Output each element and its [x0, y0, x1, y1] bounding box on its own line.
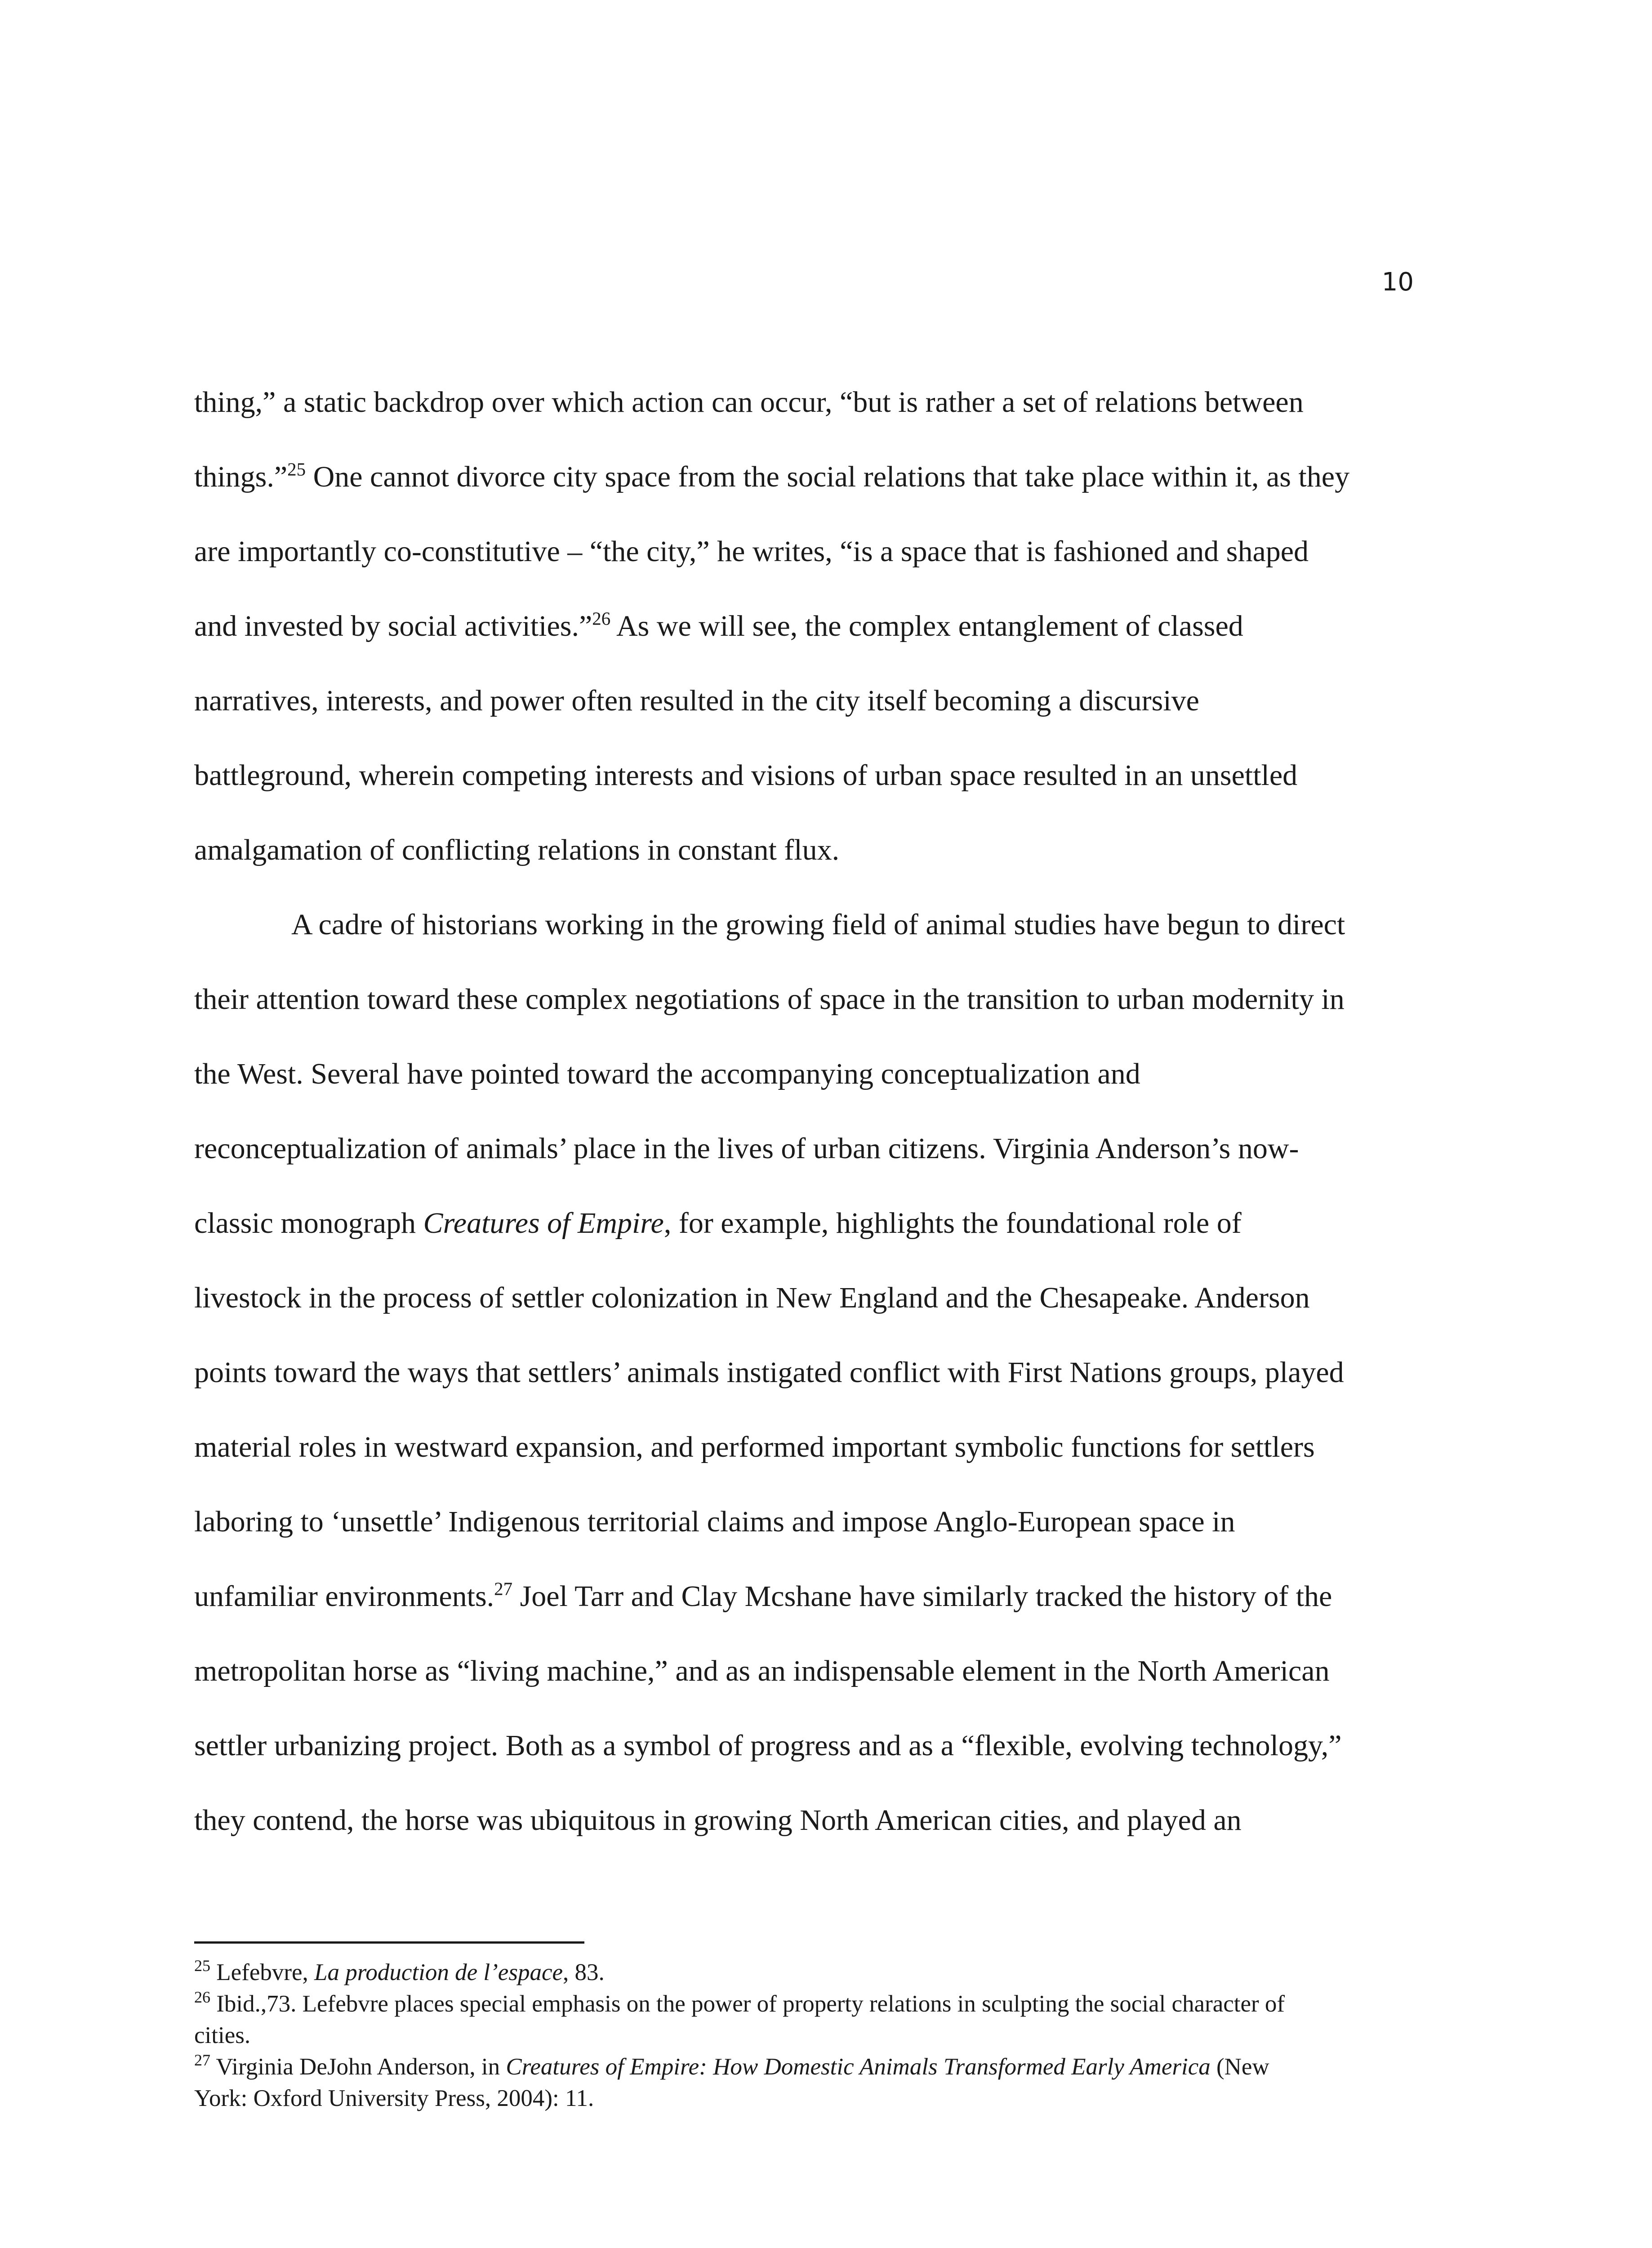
body-line — [194, 738, 1453, 813]
footnote-line — [194, 2020, 1453, 2051]
body-line — [194, 1410, 1453, 1485]
footnote-number: 26 — [194, 1988, 211, 2007]
footnote-number: 25 — [194, 1957, 211, 1975]
text-run: cities. — [194, 2022, 251, 2048]
text-run: they contend, the horse was ubiquitous in growing North American cities, and played an — [194, 1804, 1242, 1837]
text-run: Joel Tarr and Clay Mcshane have similarly tracked the history of the — [512, 1580, 1332, 1613]
body-text — [194, 365, 1453, 1858]
footnote-25 — [194, 1957, 1453, 1988]
body-line — [194, 813, 1453, 888]
body-line — [194, 1708, 1453, 1783]
footnotes — [194, 1957, 1453, 2114]
body-line — [194, 589, 1453, 664]
body-line-indented — [194, 888, 1453, 962]
body-line — [194, 1261, 1453, 1335]
footnote-number: 27 — [194, 2051, 211, 2070]
body-line — [194, 1485, 1453, 1559]
book-title: Creatures of Empire — [423, 1207, 664, 1240]
text-run: points toward the ways that settlers’ animals instigated conflict with First Nations groups, played — [194, 1356, 1344, 1389]
body-line — [194, 1783, 1453, 1858]
text-run: and invested by social activities.” — [194, 610, 592, 642]
text-run: metropolitan horse as “living machine,” and as an indispensable element in the North American — [194, 1655, 1330, 1687]
footnote-line — [194, 2083, 1453, 2114]
body-line — [194, 1111, 1453, 1186]
text-run: unfamiliar environments. — [194, 1580, 494, 1613]
body-line — [194, 514, 1453, 589]
book-title: Creatures of Empire: How Domestic Animals Transformed Early America — [506, 2054, 1211, 2080]
text-run: material roles in westward expansion, and performed important symbolic functions for settlers — [194, 1431, 1315, 1463]
footnote-ref-26[interactable]: 26 — [592, 608, 611, 629]
text-run: reconceptualization of animals’ place in the lives of urban citizens. Virginia Anderson’s now- — [194, 1132, 1299, 1165]
book-title: La production de l’espace — [314, 1959, 563, 1985]
footnote-line — [194, 1988, 1453, 2020]
text-run: the West. Several have pointed toward the accompanying conceptualization and — [194, 1057, 1140, 1090]
text-run: laboring to ‘unsettle’ Indigenous territorial claims and impose Anglo-European space in — [194, 1505, 1235, 1538]
text-run: As we will see, the complex entanglement of classed — [610, 610, 1243, 642]
text-run: Lefebvre, — [210, 1959, 315, 1985]
body-line — [194, 1634, 1453, 1708]
text-run: narratives, interests, and power often resulted in the city itself becoming a discursive — [194, 684, 1199, 717]
text-run: York: Oxford University Press, 2004): 11. — [194, 2085, 594, 2111]
body-line — [194, 1037, 1453, 1111]
text-run: battleground, wherein competing interests and visions of urban space resulted in an unsettled — [194, 759, 1298, 792]
text-run: thing,” a static backdrop over which action can occur, “but is rather a set of relations between — [194, 386, 1304, 419]
body-line — [194, 1559, 1453, 1634]
body-line — [194, 365, 1453, 440]
footnote-ref-25[interactable]: 25 — [287, 459, 306, 480]
text-run: (New — [1210, 2054, 1269, 2080]
body-line — [194, 962, 1453, 1037]
text-run: livestock in the process of settler colonization in New England and the Chesapeake. Anderson — [194, 1281, 1310, 1314]
text-run: are importantly co-constitutive – “the city,” he writes, “is a space that is fashioned and shaped — [194, 535, 1309, 568]
footnote-ref-27[interactable]: 27 — [494, 1579, 513, 1599]
text-run: settler urbanizing project. Both as a symbol of progress and as a “flexible, evolving technology,” — [194, 1729, 1342, 1762]
text-run: amalgamation of conflicting relations in constant flux. — [194, 834, 840, 866]
text-run: Virginia DeJohn Anderson, in — [210, 2054, 506, 2080]
text-run: One cannot divorce city space from the social relations that take place within it, as they — [306, 460, 1350, 493]
page-number: 10 — [1381, 268, 1414, 297]
text-run: their attention toward these complex negotiations of space in the transition to urban modernity in — [194, 983, 1345, 1016]
text-run: Ibid.,73. Lefebvre places special emphasis on the power of property relations in sculpting the social character of — [210, 1991, 1285, 2017]
footnote-line — [194, 2051, 1453, 2083]
footnote-26 — [194, 1988, 1453, 2051]
footnote-divider — [194, 1941, 584, 1944]
text-run: , for example, highlights the foundational role of — [663, 1207, 1242, 1240]
text-run: , 83. — [563, 1959, 605, 1985]
text-run: A cadre of historians working in the growing field of animal studies have begun to direct — [291, 908, 1345, 941]
footnote-line — [194, 1957, 1453, 1988]
body-line — [194, 1186, 1453, 1261]
body-line — [194, 1335, 1453, 1410]
text-run: things.” — [194, 460, 288, 493]
text-run: classic monograph — [194, 1207, 423, 1240]
footnote-27 — [194, 2051, 1453, 2114]
body-line — [194, 664, 1453, 738]
body-line — [194, 440, 1453, 514]
